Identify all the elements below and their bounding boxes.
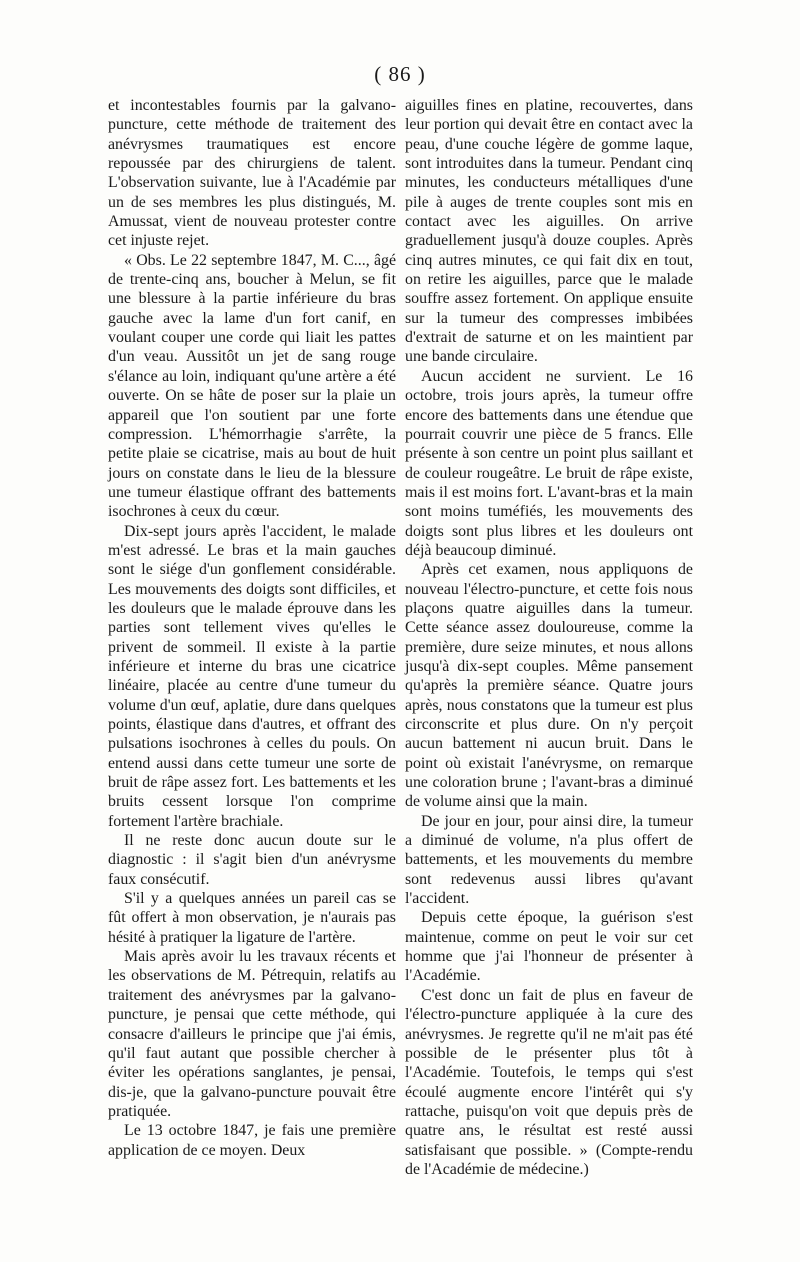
paragraph: Aucun accident ne survient. Le 16 octobre, trois jours après, la tumeur offre encore des battements dans une étendue que pourrait couvrir une pièce de 5 francs. Elle présente à son centre un point plus saillant et de couleur rougeâtre. Le bruit de râpe existe, mais il est moins fort. L'avant-bras et la main sont moins tuméfiés, les mouvements des doigts sont plus libres et les douleurs ont déjà beaucoup diminué.	[405, 367, 693, 559]
paragraph: Mais après avoir lu les travaux récents et les observations de M. Pétrequin, relatifs au traitement des anévrysmes par la galvano-puncture, je pensai que cette méthode, qui consacre d'ailleurs le principe que j'ai émis, qu'il faut autant que possible chercher à éviter les opérations sanglantes, je pensai, dis-je, que la galvano-puncture pouvait être pratiquée.	[108, 948, 396, 1120]
paragraph: Depuis cette époque, la guérison s'est maintenue, comme on peut le voir sur cet homme que j'ai l'honneur de présenter à l'Académie.	[405, 909, 693, 985]
paragraph: Dix-sept jours après l'accident, le malade m'est adressé. Le bras et la main gauches sont le siége d'un gonflement considérable. Les mouvements des doigts sont difficiles, et les douleurs que le malade éprouve dans les parties sont tellement vives qu'elles le privent de sommeil. Il existe à la partie inférieure et interne du bras une cicatrice linéaire, placée au centre d'une tumeur du volume d'un œuf, aplatie, dure dans quelques points, élastique dans d'autres, et offrant des pulsations isochrones à celles du pouls. On entend aussi dans cette tumeur une sorte de bruit de râpe assez fort. Les battements et les bruits cessent lorsque l'on comprime fortement l'artère brachiale.	[108, 522, 396, 830]
paragraph: De jour en jour, pour ainsi dire, la tumeur a diminué de volume, n'a plus offert de battements, et les mouvements du membre sont redevenus aussi libres qu'avant l'accident.	[405, 812, 693, 908]
paragraph: Il ne reste donc aucun doute sur le diagnostic : il s'agit bien d'un anévrysme faux consécutif.	[108, 832, 396, 888]
paragraph: C'est donc un fait de plus en faveur de l'électro-puncture appliquée à la cure des anévrysmes. Je regrette qu'il ne m'ait pas été possible de le présenter plus tôt à l'Académie. Toutefois, le temps qui s'est écoulé augmente encore l'intérêt qui s'y rattache, puisqu'on voit que depuis près de quatre ans, le résultat est resté aussi satisfaisant que possible. » (Compte-rendu de l'Académie de médecine.)	[405, 986, 693, 1178]
left-text-column	[108, 96, 396, 1160]
paragraph: aiguilles fines en platine, recouvertes, dans leur portion qui devait être en contact avec la peau, d'une couche légère de gomme laque, sont introduites dans la tumeur. Pendant cinq minutes, les conducteurs métalliques d'une pile à auges de trente couples sont mis en contact avec les aiguilles. On arrive graduellement jusqu'à douze couples. Après cinq autres minutes, ce qui fait dix en tout, on retire les aiguilles, parce que le malade souffre assez fortement. On applique ensuite sur la tumeur des compresses imbibées d'extrait de saturne et on les maintient par une bande circulaire.	[405, 97, 693, 366]
paragraph: Après cet examen, nous appliquons de nouveau l'électro-puncture, et cette fois nous plaçons quatre aiguilles dans la tumeur. Cette séance assez douloureuse, comme la première, dure seize minutes, et nous allons jusqu'à dix-sept couples. Même pansement qu'après la première séance. Quatre jours après, nous constatons que la tumeur est plus circonscrite et plus dure. On n'y perçoit aucun battement ni aucun bruit. Dans le point où existait l'anévrysme, on remarque une coloration brune ; l'avant-bras a diminué de volume ainsi que la main.	[405, 561, 693, 811]
right-text-column	[405, 96, 693, 1179]
paragraph: Le 13 octobre 1847, je fais une première application de ce moyen. Deux	[108, 1122, 396, 1159]
paragraph: et incontestables fournis par la galvano-puncture, cette méthode de traitement des anévrysmes traumatiques est encore repoussée par des chirurgiens de talent. L'observation suivante, lue à l'Académie par un de ses membres les plus distingués, M. Amussat, vient de nouveau protester contre cet injuste rejet.	[108, 97, 396, 250]
paragraph: S'il y a quelques années un pareil cas se fût offert à mon observation, je n'aurais pas hésité à pratiquer la ligature de l'artère.	[108, 890, 396, 946]
page-number: ( 86 )	[374, 62, 426, 86]
paragraph: « Obs. Le 22 septembre 1847, M. C..., âgé de trente-cinq ans, boucher à Melun, se fit une blessure à la partie inférieure du bras gauche avec la lame d'un fort canif, en voulant couper une corde qui liait les pattes d'un veau. Aussitôt un jet de sang rouge s'élance au loin, indiquant qu'une artère a été ouverte. On se hâte de poser sur la plaie un appareil que l'on soutient par une forte compression. L'hémorrhagie s'arrête, la petite plaie se cicatrise, mais au bout de huit jours on constate dans le lieu de la blessure une tumeur élastique offrant des battements isochrones à ceux du cœur.	[108, 251, 396, 521]
